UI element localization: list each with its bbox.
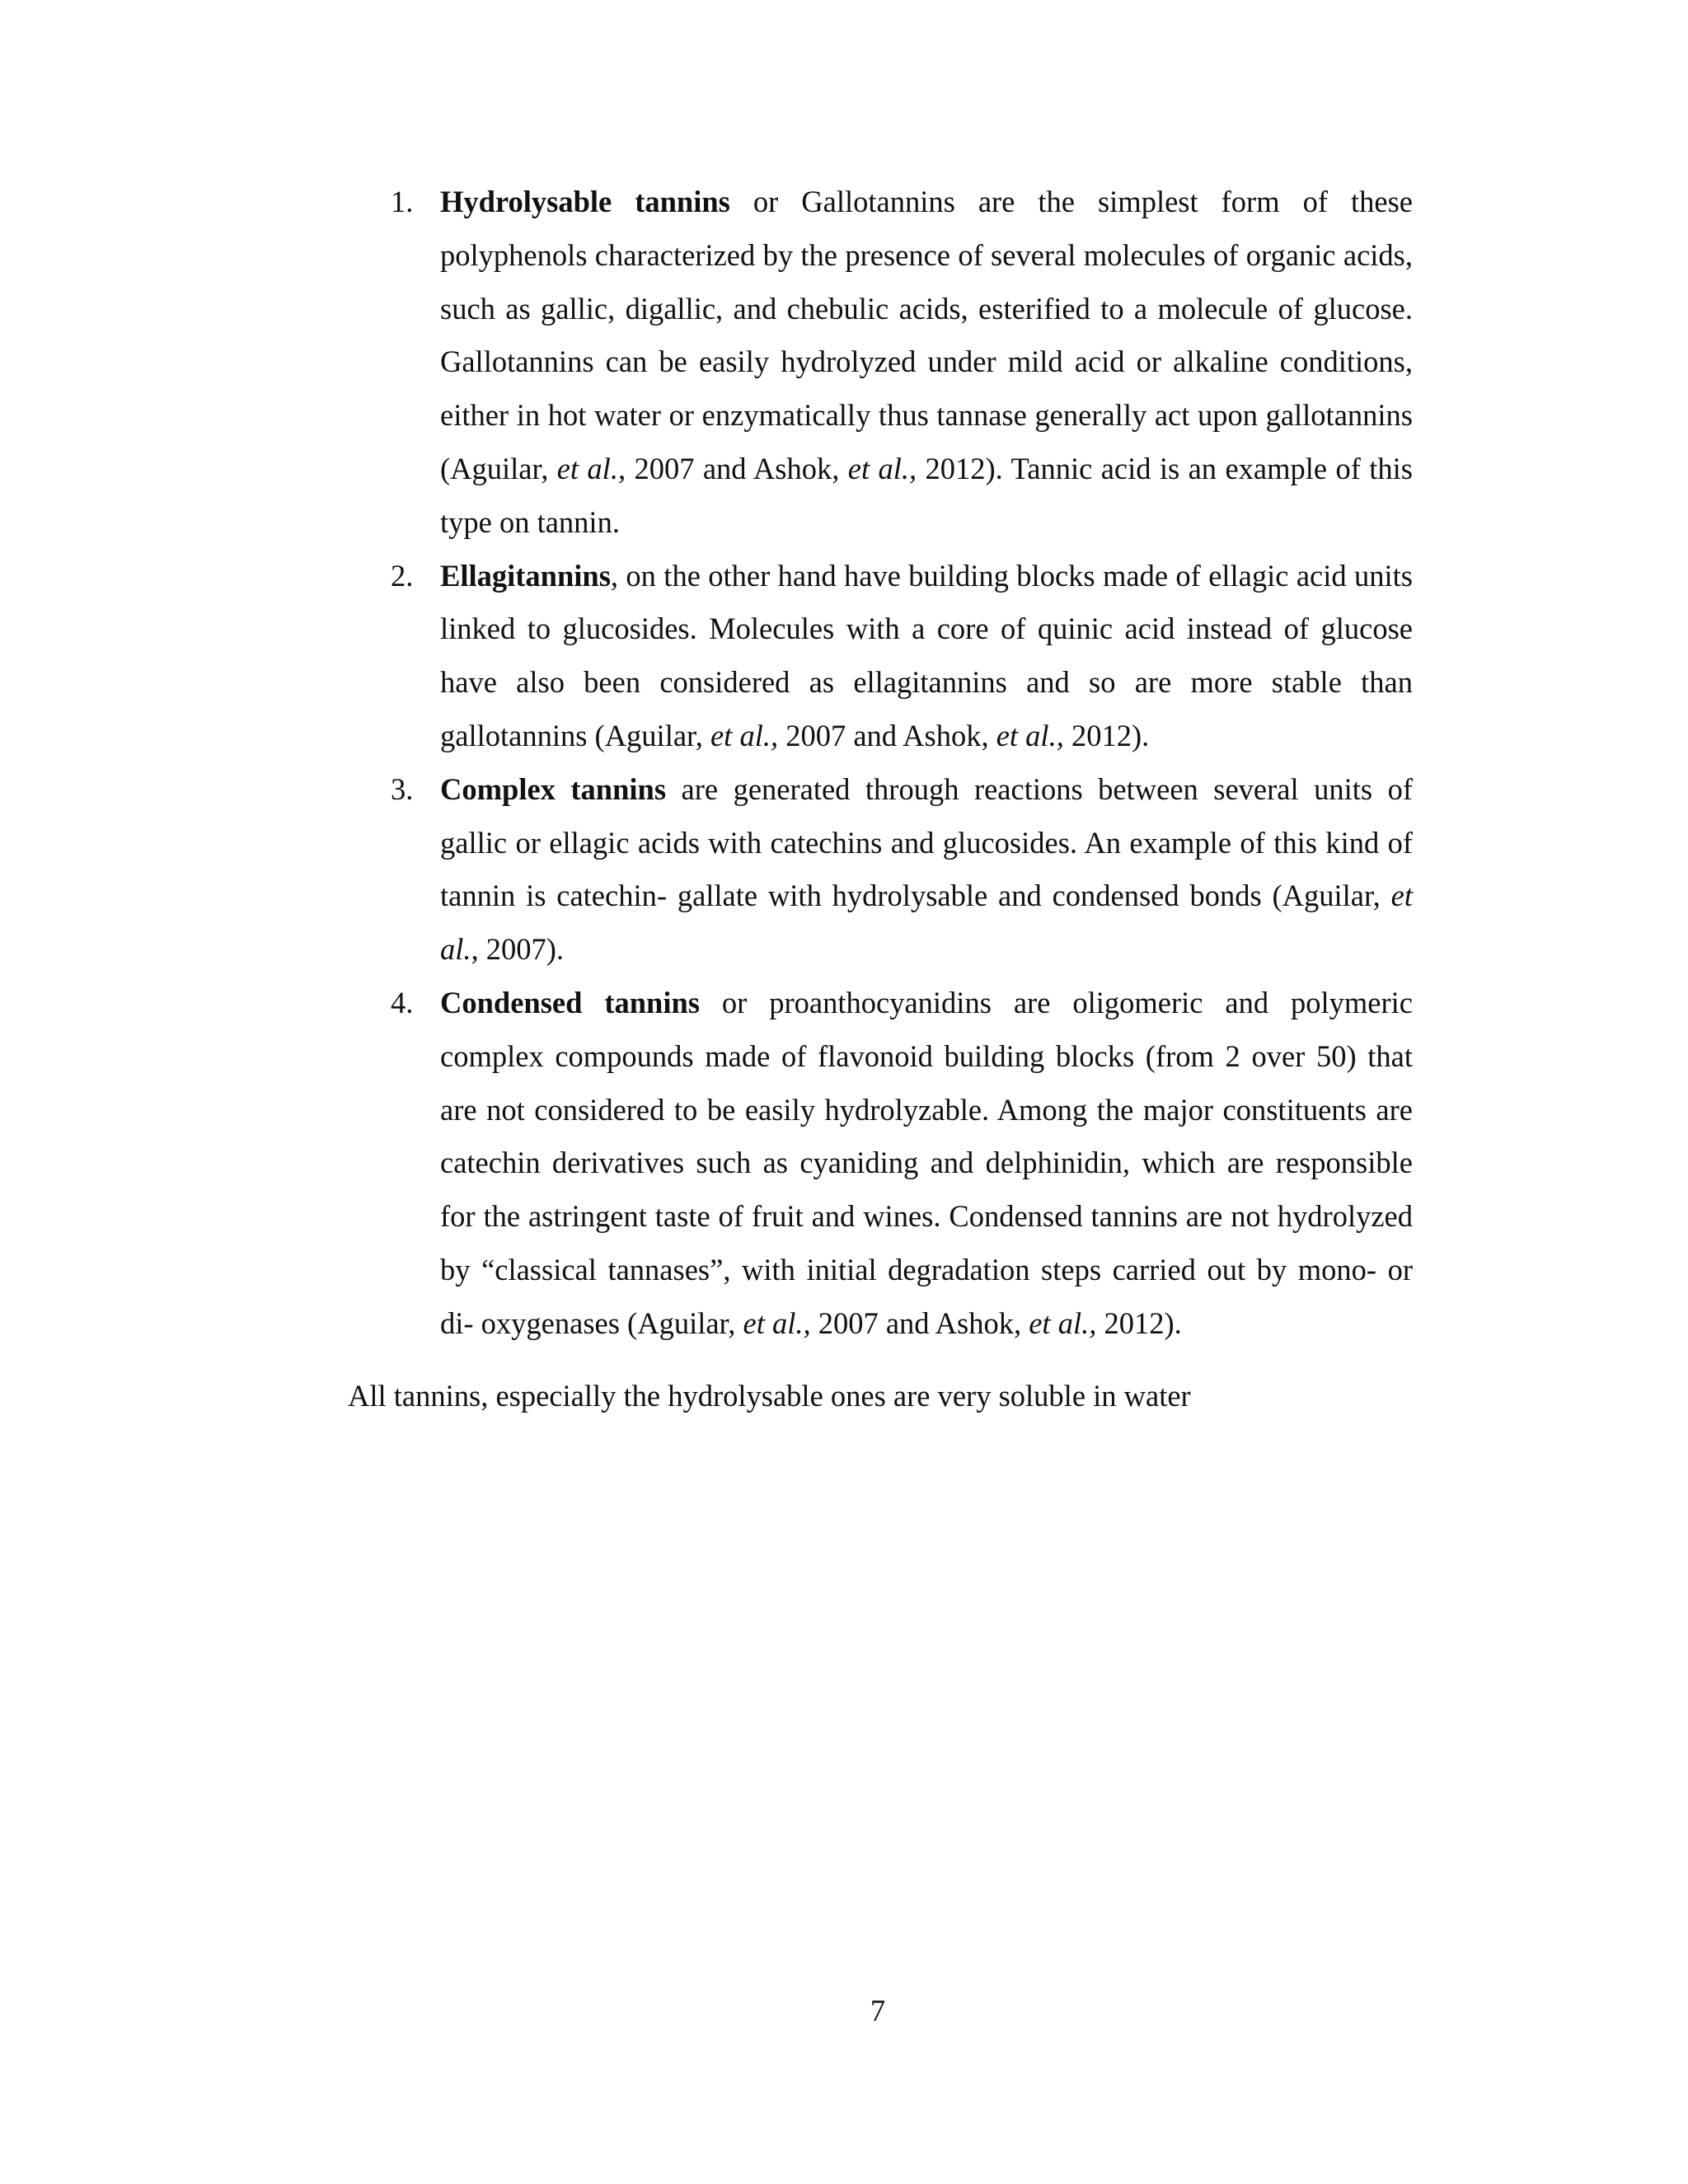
list-item-ellagitannins xyxy=(391,550,1413,763)
term-hydrolysable-tannins: Hydrolysable tannins xyxy=(440,185,730,218)
citation-et-al: et al., xyxy=(1029,1305,1097,1340)
body-text: , on the other hand have building blocks made of ellagic acid units linked to glucosides. Molecules with a core of quinic acid instead of glucose have also been considered as ellagitannins and so are more stable than gallotannins (Aguilar, xyxy=(440,558,1413,752)
citation-et-al: et al., xyxy=(440,879,1413,967)
list-item-hydrolysable-tannins xyxy=(391,176,1413,550)
list-item-number: 3. xyxy=(391,771,414,806)
page-number: 7 xyxy=(870,1994,886,2027)
citation-et-al: et al., xyxy=(996,718,1064,752)
term-ellagitannins: Ellagitannins xyxy=(440,558,611,593)
citation-et-al: et al., xyxy=(743,1305,811,1340)
body-text: 2007). xyxy=(478,932,565,967)
body-text: 2007 and Ashok, xyxy=(810,1305,1029,1340)
body-text: 2012). xyxy=(1063,718,1150,752)
list-item-number: 4. xyxy=(391,985,414,1019)
body-text: or Gallotannins are the simplest form of these polyphenols characterized by the presence of several molecules of organic acids, such as gallic, digallic, and chebulic acids, esterified to a molecule of glucose. Gallotannins can be easily hydrolyzed under mild acid or alkaline conditions, either in hot water or enzymatically thus tannase generally act upon gallotannins (Aguilar, xyxy=(440,185,1413,485)
list-item-condensed-tannins xyxy=(391,977,1413,1351)
body-text: 2007 and Ashok, xyxy=(778,718,996,752)
citation-et-al: et al., xyxy=(710,718,779,752)
list-item-number: 1. xyxy=(391,185,414,218)
list-item-complex-tannins xyxy=(391,763,1413,977)
closing-paragraph: All tannins, especially the hydrolysable ones are very soluble in water xyxy=(348,1379,1191,1413)
citation-et-al: et al., xyxy=(847,451,917,485)
body-text: are generated through reactions between several units of gallic or ellagic acids with catechins and glucosides. An example of this kind of tannin is catechin- gallate with hydrolysable and condensed bonds (Aguilar, xyxy=(440,771,1413,913)
tannin-types-list xyxy=(391,176,1413,1351)
body-text: 2007 and Ashok, xyxy=(626,451,848,485)
body-text: 2012). Tannic acid is an example of this type on tannin. xyxy=(440,451,1413,539)
list-item-number: 2. xyxy=(391,558,414,593)
term-complex-tannins: Complex tannins xyxy=(440,771,667,806)
body-text: 2012). xyxy=(1096,1305,1182,1340)
body-text: or proanthocyanidins are oligomeric and polymeric complex compounds made of flavonoid building blocks (from 2 over 50) that are not considered to be easily hydrolyzable. Among the major constituents are catechin derivatives such as cyaniding and delphinidin, which are responsible for the astringent taste of fruit and wines. Condensed tannins are not hydrolyzed by “classical tannases”, with initial degradation steps carried out by mono- or di- oxygenases (Aguilar, xyxy=(440,985,1413,1340)
citation-et-al: et al., xyxy=(556,451,626,485)
term-condensed-tannins: Condensed tannins xyxy=(440,985,700,1019)
